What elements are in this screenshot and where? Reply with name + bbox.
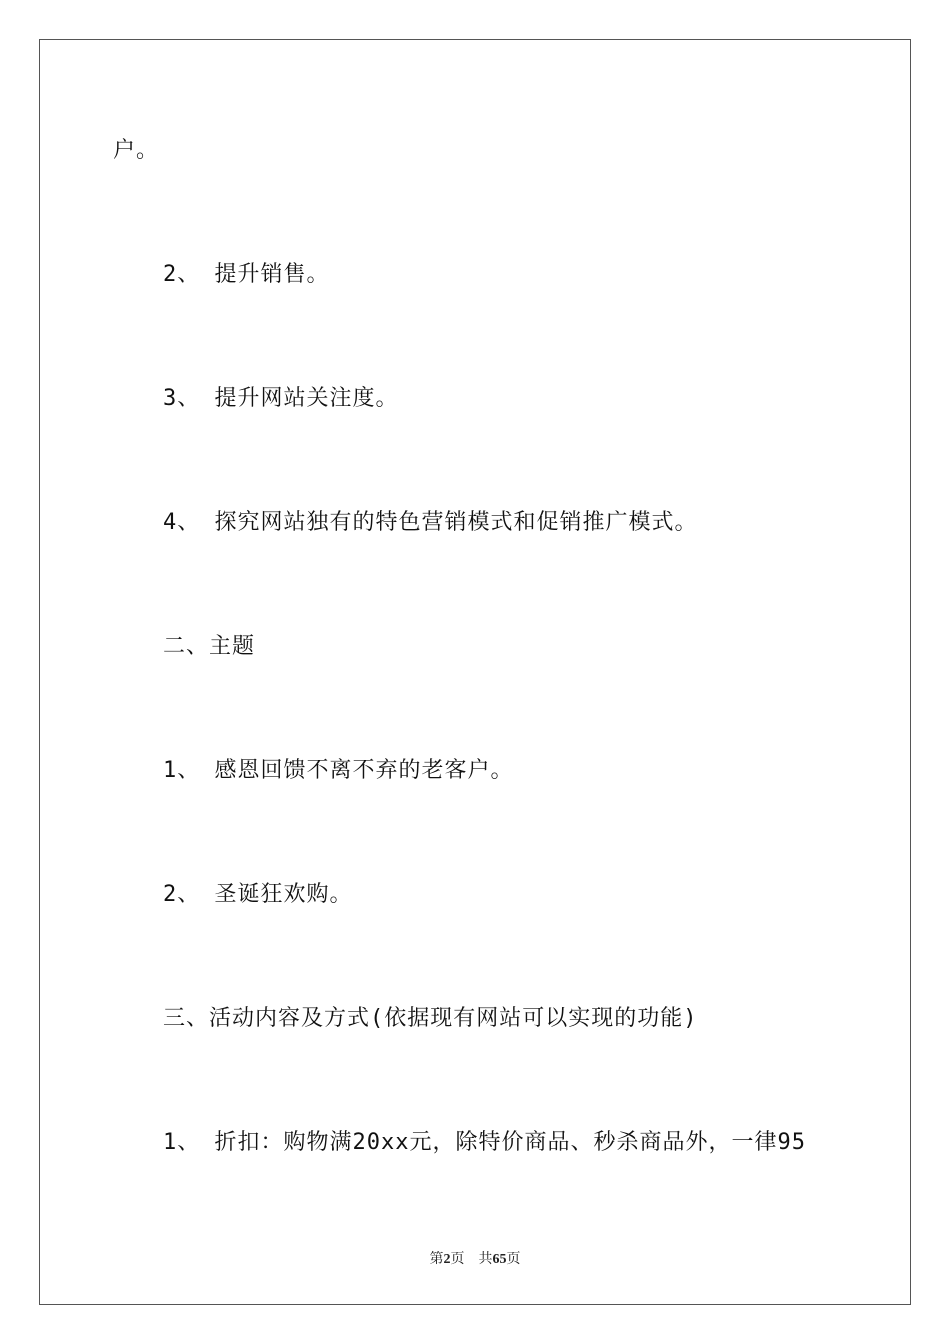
page-footer [0, 1248, 950, 1268]
body-line-2: 2、 提升销售。 [163, 262, 330, 287]
footer-page-number: 2 [443, 1252, 451, 1267]
footer-mid: 页 共 [450, 1252, 493, 1267]
footer-prefix: 第 [429, 1252, 444, 1267]
body-line-4: 4、 探究网站独有的特色营销模式和促销推广模式。 [163, 510, 698, 535]
body-line-7: 1、 折扣：购物满20xx元，除特价商品、秒杀商品外，一律95 [163, 1130, 806, 1155]
body-line-5: 1、 感恩回馈不离不弃的老客户。 [163, 758, 514, 783]
body-line-6: 2、 圣诞狂欢购。 [163, 882, 353, 907]
section-heading-3: 三、活动内容及方式(依据现有网站可以实现的功能) [163, 1006, 698, 1031]
footer-suffix: 页 [506, 1252, 521, 1267]
section-heading-2: 二、主题 [163, 634, 256, 659]
footer-total-pages: 65 [492, 1252, 507, 1267]
body-line-1: 户。 [113, 138, 160, 163]
page-border [39, 39, 911, 1305]
body-line-3: 3、 提升网站关注度。 [163, 386, 399, 411]
